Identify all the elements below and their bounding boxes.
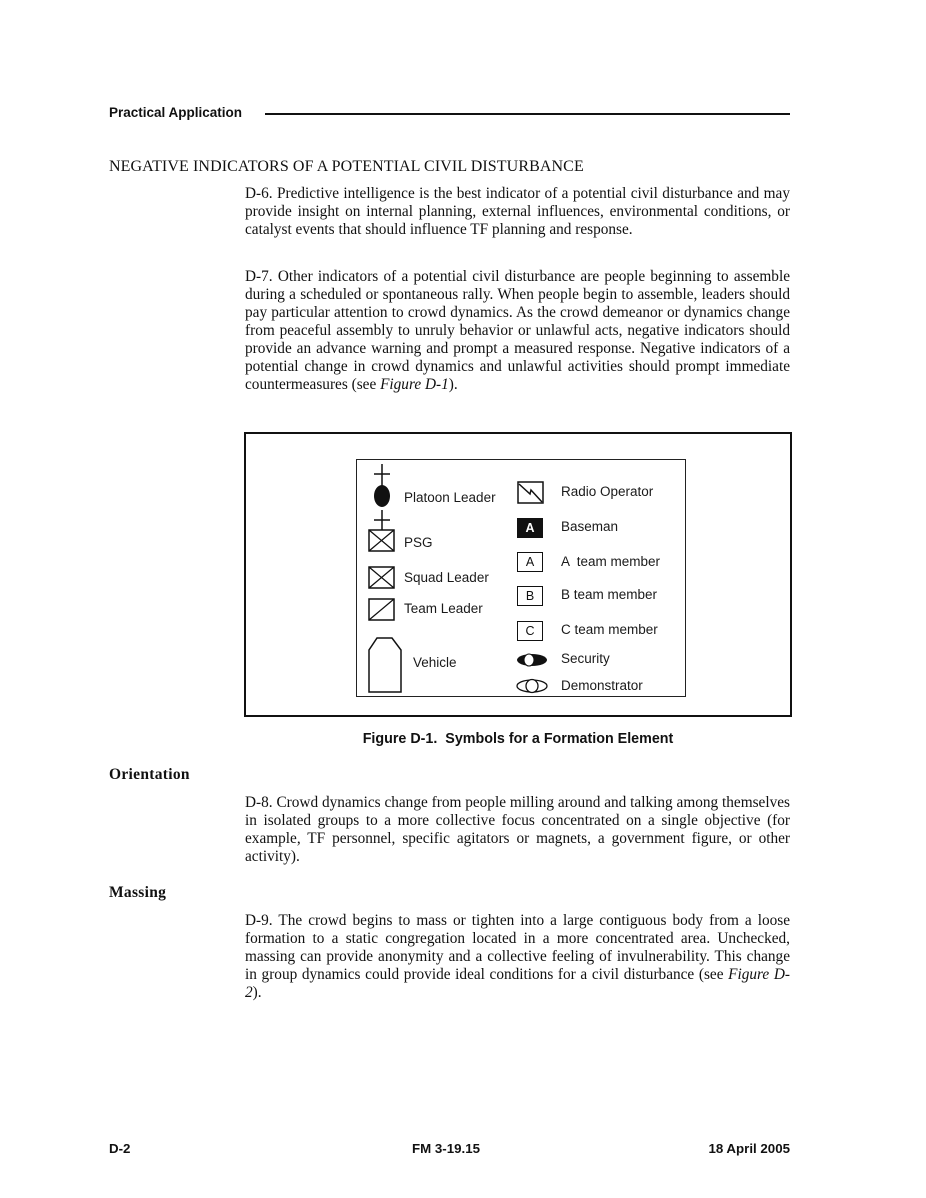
radio-operator-icon — [517, 481, 545, 505]
legend-label-radio-operator: Radio Operator — [561, 484, 654, 499]
platoon-leader-icon — [369, 464, 395, 510]
figure-reference-d2[interactable]: Figure D-2 — [245, 966, 790, 1001]
legend-label-a-team-member: A team member — [561, 554, 661, 569]
team-leader-icon — [368, 598, 396, 622]
c-team-member-icon: C — [517, 621, 543, 641]
figure-reference-d1[interactable]: Figure D-1 — [380, 376, 449, 393]
d9-body: D-9. The crowd begins to mass or tighten into a large contiguous body from a loose formation to a static congregation located in a more concentrated area. Unchecked, massing can provide anonymity and a collective feeling of invulnerability. This change in group dynamics could provide ideal conditions for a civil disturbance (see — [245, 912, 790, 983]
legend-box — [356, 459, 686, 697]
paragraph-d7-text — [245, 268, 790, 394]
legend-label-baseman: Baseman — [561, 519, 619, 534]
legend-label-team-leader: Team Leader — [404, 601, 483, 616]
legend-label-security: Security — [561, 651, 610, 666]
paragraph-d8-text: D-8. Crowd dynamics change from people milling around and talking among themselves in isolated groups to a more collective focus concentrated on a single objective (for example, TF personnel, specific agitators or magnets, a government figure, or other activity). — [245, 794, 790, 865]
paragraph-d7 — [245, 268, 790, 394]
squad-leader-icon — [368, 566, 396, 590]
legend-label-b-team-member: B team member — [561, 587, 658, 602]
legend-label-demonstrator: Demonstrator — [561, 678, 643, 693]
paragraph-d8 — [245, 794, 790, 866]
legend-label-squad-leader: Squad Leader — [404, 570, 489, 585]
legend-label-vehicle: Vehicle — [413, 655, 457, 670]
figure-caption: Figure D-1. Symbols for a Formation Element — [362, 731, 674, 747]
footer-date: 18 April 2005 — [708, 1141, 790, 1156]
b-team-member-icon: B — [517, 586, 543, 606]
vehicle-icon — [368, 634, 404, 694]
footer-manual-id: FM 3-19.15 — [412, 1141, 480, 1156]
legend-label-platoon-leader: Platoon Leader — [404, 490, 496, 505]
d9-end: ). — [252, 984, 262, 1001]
paragraph-d6 — [245, 185, 790, 239]
subheading-massing: Massing — [109, 884, 167, 901]
running-header-title: Practical Application — [109, 105, 243, 120]
paragraph-d9 — [245, 912, 790, 1002]
d7-body: D-7. Other indicators of a potential civil disturbance are people beginning to assemble during a scheduled or spontaneous rally. When people begin to assemble, leaders should pay particular attention to crowd dynamics. As the crowd demeanor or dynamics change from peaceful assembly to unruly behavior or unlawful acts, negative indicators should provide an advance warning and prompt a measured response. Negative indicators of a potential change in crowd dynamics and unlawful activities should prompt immediate countermeasures (see — [245, 268, 790, 393]
section-title: NEGATIVE INDICATORS OF A POTENTIAL CIVIL DISTURBANCE — [109, 158, 584, 175]
demonstrator-icon — [516, 678, 548, 694]
psg-icon — [368, 510, 396, 554]
subheading-orientation: Orientation — [109, 766, 190, 783]
paragraph-d6-text: D-6. Predictive intelligence is the best indicator of a potential civil disturbance and may provide insight on internal planning, external influences, environmental conditions, or catalyst events that should influence TF planning and response. — [245, 185, 790, 238]
baseman-icon: A — [517, 518, 543, 538]
footer-page-number: D-2 — [109, 1141, 131, 1156]
a-team-member-icon: A — [517, 552, 543, 572]
legend-label-psg: PSG — [404, 535, 433, 550]
header-rule — [265, 113, 790, 115]
d7-end: ). — [448, 376, 458, 393]
security-icon — [516, 652, 548, 668]
paragraph-d9-text — [245, 912, 790, 1002]
legend-label-c-team-member: C team member — [561, 622, 658, 637]
